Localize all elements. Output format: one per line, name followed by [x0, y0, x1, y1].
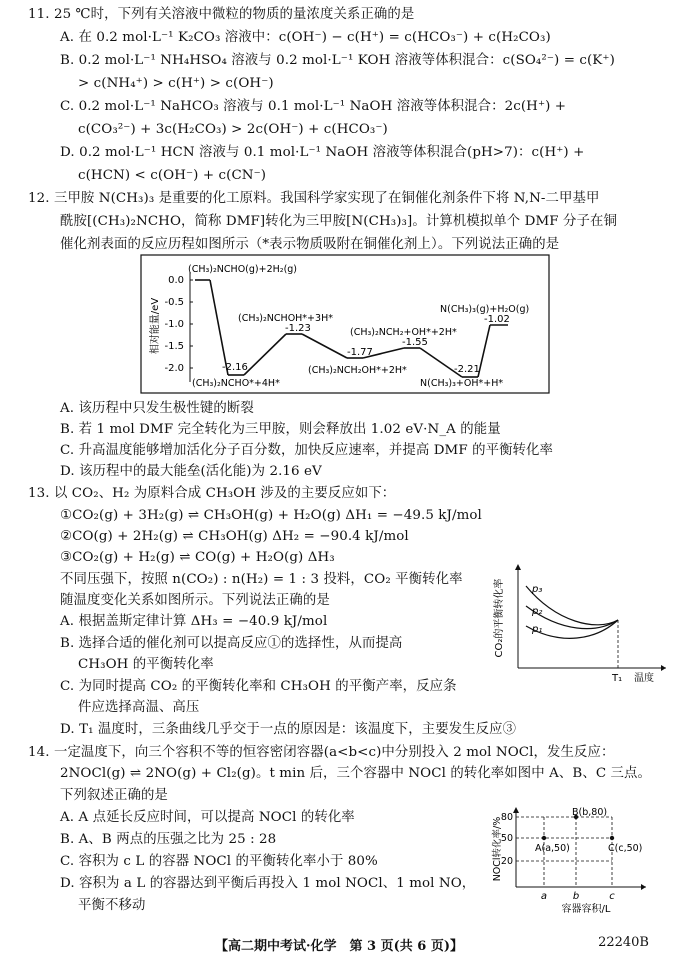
q13-option-a: A. 根据盖斯定律计算 ΔH₃ = −40.9 kJ/mol — [60, 614, 328, 629]
q13-para-line2: 随温度变化关系如图所示。下列说法正确的是 — [60, 593, 330, 608]
q11-option-c-line2: c(CO₃²⁻) + 3c(H₂CO₃) > 2c(OH⁻) + c(HCO₃⁻) — [78, 122, 388, 137]
q12-option-d: D. 该历程中的最大能垒(活化能)为 2.16 eV — [60, 464, 322, 479]
ytick-1: -0.5 — [164, 297, 184, 308]
q13-stem: 13. 以 CO₂、H₂ 为原料合成 CH₃OH 涉及的主要反应如下： — [28, 486, 396, 501]
value-label-6: -1.02 — [484, 314, 510, 325]
point-label-c: C(c,50) — [608, 843, 643, 854]
q12-stem-line3: 催化剂表面的反应历程如图所示（*表示物质吸附在铜催化剂上）。下列说法正确的是 — [60, 237, 560, 252]
point-label-b: B(b,80) — [572, 807, 608, 818]
q11-option-d-line1: D. 0.2 mol·L⁻¹ HCN 溶液与 0.1 mol·L⁻¹ NaOH 溶液等体积混合(pH>7)：c(H⁺) + — [60, 145, 585, 160]
q14-option-a: A. A 点延长反应时间，可以提高 NOCl 的转化率 — [60, 810, 355, 825]
q11-option-c-line1: C. 0.2 mol·L⁻¹ NaHCO₃ 溶液与 0.1 mol·L⁻¹ NaOH 溶液等体积混合：2c(H⁺) + — [60, 99, 567, 114]
q13-option-c-line2: 件应选择高温、高压 — [78, 700, 200, 715]
q14-xtick-c: c — [609, 891, 615, 902]
ytick-2: -1.0 — [164, 319, 184, 330]
curve-label-p3: p₃ — [532, 584, 543, 595]
q11-option-a: A. 在 0.2 mol·L⁻¹ K₂CO₃ 溶液中：c(OH⁻) − c(H⁺) = c(HCO₃⁻) + c(H₂CO₃) — [60, 30, 551, 45]
state-label-1: (CH₃)₂NCHO*+4H* — [192, 378, 280, 389]
q13-reaction-3: ③CO₂(g) + H₂(g) ⇌ CO(g) + H₂O(g) ΔH₃ — [60, 550, 335, 565]
value-label-4: -1.55 — [402, 337, 428, 348]
q11-option-b-line1: B. 0.2 mol·L⁻¹ NH₄HSO₄ 溶液与 0.2 mol·L⁻¹ KOH 溶液等体积混合：c(SO₄²⁻) = c(K⁺) — [60, 53, 615, 68]
q13-ylabel: CO₂的平衡转化率 — [494, 578, 505, 658]
footer-title: 【高二期中考试·化学 第 3 页(共 6 页)】 — [215, 939, 464, 954]
q12-stem-line1: 12. 三甲胺 N(CH₃)₃ 是重要的化工原料。我国科学家实现了在铜催化剂条件下将 N,N-二甲基甲 — [28, 191, 600, 206]
q13-option-d: D. T₁ 温度时，三条曲线几乎交于一点的原因是：该温度下，主要发生反应③ — [60, 722, 517, 737]
value-label-3: -1.77 — [347, 347, 373, 358]
footer-code: 22240B — [598, 935, 649, 950]
curve-label-p1: p₁ — [532, 624, 543, 635]
q14-xtick-a: a — [540, 891, 548, 902]
value-label-1: -2.16 — [222, 362, 248, 373]
q13-reaction-1: ①CO₂(g) + 3H₂(g) ⇌ CH₃OH(g) + H₂O(g) ΔH₁ = −49.5 kJ/mol — [60, 508, 482, 523]
ytick-4: -2.0 — [164, 363, 184, 374]
q13-option-b-line2: CH₃OH 的平衡转化率 — [78, 657, 214, 672]
state-label-0: (CH₃)₂NCHO(g)+2H₂(g) — [188, 264, 298, 275]
q13-xlabel: 温度 — [634, 673, 654, 684]
q13-para-line1: 不同压强下，按照 n(CO₂) : n(H₂) = 1 : 3 投料，CO₂ 平衡转化率 — [60, 572, 463, 587]
point-a — [542, 836, 546, 840]
state-label-2: (CH₃)₂NCHOH*+3H* — [238, 313, 333, 324]
q12-energy-profile-figure — [140, 254, 550, 394]
q11-option-d-line2: c(HCN) < c(OH⁻) + c(CN⁻) — [78, 168, 267, 183]
q14-xtick-b: b — [572, 891, 580, 902]
value-label-2: -1.23 — [285, 323, 311, 334]
ytick-0: 0.0 — [168, 275, 184, 286]
q14-ytick-80: 80 — [500, 812, 513, 823]
q14-stem-line3: 下列叙述正确的是 — [60, 788, 168, 803]
q13-option-b-line1: B. 选择合适的催化剂可以提高反应①的选择性，从而提高 — [60, 636, 403, 651]
q14-option-c: C. 容积为 c L 的容器 NOCl 的平衡转化率小于 80% — [60, 854, 378, 869]
q13-reaction-2: ②CO(g) + 2H₂(g) ⇌ CH₃OH(g) ΔH₂ = −90.4 kJ/mol — [60, 529, 409, 544]
q13-option-c-line1: C. 为同时提高 CO₂ 的平衡转化率和 CH₃OH 的平衡产率，反应条 — [60, 679, 457, 694]
point-c — [610, 836, 614, 840]
q14-stem-line1: 14. 一定温度下，向三个容积不等的恒容密闭容器(a<b<c)中分别投入 2 mol NOCl，发生反应： — [28, 745, 615, 760]
q14-option-b: B. A、B 两点的压强之比为 25 : 28 — [60, 832, 277, 847]
q14-option-d-line1: D. 容积为 a L 的容器达到平衡后再投入 1 mol NOCl、1 mol NO， — [60, 876, 476, 891]
state-label-3: (CH₃)₂NCH₂OH*+2H* — [308, 365, 407, 376]
point-label-a: A(a,50) — [535, 843, 570, 854]
state-label-4: (CH₃)₂NCH₂+OH*+2H* — [350, 327, 457, 338]
q14-ylabel: NOCl转化率/% — [492, 816, 503, 882]
q14-option-d-line2: 平衡不移动 — [78, 898, 146, 913]
q12-stem-line2: 酰胺[(CH₃)₂NCHO，简称 DMF]转化为三甲胺[N(CH₃)₃]。计算机模拟单个 DMF 分子在铜 — [60, 214, 617, 229]
q13-conversion-figure — [486, 560, 671, 688]
q12-option-c: C. 升高温度能够增加活化分子百分数，加快反应速率，并提高 DMF 的平衡转化率 — [60, 443, 554, 458]
q11-option-b-line2: > c(NH₄⁺) > c(H⁺) > c(OH⁻) — [78, 76, 274, 91]
state-label-6: N(CH₃)₃(g)+H₂O(g) — [440, 304, 530, 315]
q12-ylabel: 相对能量/eV — [150, 297, 161, 355]
q11-stem: 11. 25 ℃时，下列有关溶液中微粒的物质的量浓度关系正确的是 — [28, 7, 415, 22]
q13-xtick-t1: T₁ — [612, 673, 623, 684]
q14-stem-line2: 2NOCl(g) ⇌ 2NO(g) + Cl₂(g)。t min 后，三个容器中 NOCl 的转化率如图中 A、B、C 三点。 — [60, 766, 651, 781]
state-label-5: N(CH₃)₃+OH*+H* — [420, 378, 504, 389]
q12-option-b: B. 若 1 mol DMF 完全转化为三甲胺，则会释放出 1.02 eV·N_A 的能量 — [60, 422, 501, 437]
q14-ytick-50: 50 — [500, 833, 513, 844]
ytick-3: -1.5 — [164, 341, 184, 352]
value-label-5: -2.21 — [454, 364, 480, 375]
q12-option-a: A. 该历程中只发生极性键的断裂 — [60, 401, 254, 416]
q14-xlabel: 容器容积/L — [561, 904, 611, 915]
curve-label-p2: p₂ — [532, 606, 543, 617]
q14-ytick-20: 20 — [500, 856, 513, 867]
q14-conversion-figure — [486, 805, 671, 915]
